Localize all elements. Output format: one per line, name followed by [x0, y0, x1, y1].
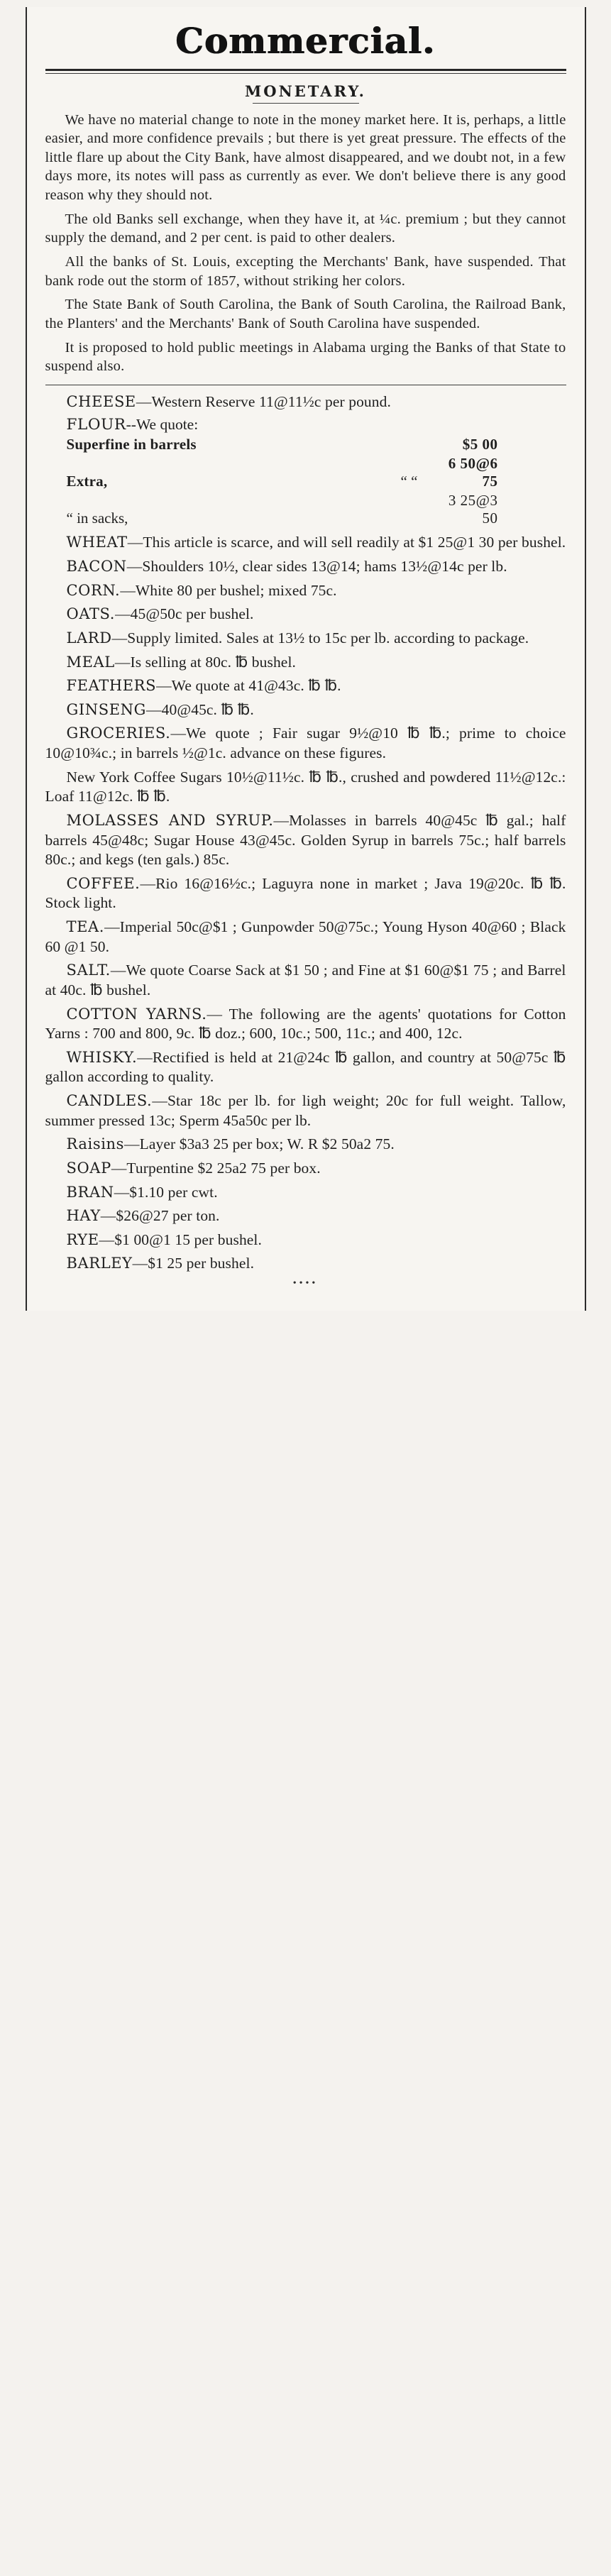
market-entry-meal — [45, 653, 566, 673]
market-entry-raisins — [45, 1135, 566, 1155]
commodity-detail: —Shoulders 10½, clear sides 13@14; hams 13½@14c per lb. — [126, 558, 507, 576]
commodity-label: CANDLES. — [66, 1092, 153, 1110]
commodity-label: FLOUR — [66, 416, 126, 434]
commodity-detail: —$1 00@1 15 per bushel. — [99, 1231, 262, 1248]
commodity-detail: —45@50c per bushel. — [115, 605, 254, 623]
commodity-label: SALT. — [66, 962, 111, 979]
market-entry-ginseng — [45, 700, 566, 720]
monetary-heading: MONETARY. — [245, 82, 366, 100]
monetary-body — [45, 111, 566, 376]
market-quotations — [45, 392, 566, 1274]
market-entry-soap — [45, 1159, 566, 1179]
table-row — [45, 454, 566, 491]
commodity-label: COFFEE. — [66, 874, 141, 892]
market-entry-rye — [45, 1231, 566, 1250]
market-entry-bacon — [45, 557, 566, 577]
commodity-detail: --We quote: — [126, 416, 199, 434]
flour-row-value: 6 50@6 75 — [448, 455, 498, 490]
commodity-label: WHEAT — [66, 534, 128, 551]
commodity-detail: —$1.10 per cwt. — [114, 1183, 218, 1201]
flour-row-value: $5 00 — [462, 436, 498, 453]
market-entry-wheat — [45, 533, 566, 553]
commodity-detail: —Rio 16@16½c.; Laguyra none in market ; Java 19@20c. ℔ ℔. Stock light. — [45, 874, 566, 912]
commodity-label: Raisins — [66, 1135, 125, 1153]
table-row — [45, 491, 566, 528]
commodity-detail: New York Coffee Sugars 10½@11½c. ℔ ℔., crushed and powdered 11½@12c.: Loaf 11@12c. ℔ ℔. — [45, 768, 566, 805]
flour-row-label: “ in sacks, — [66, 510, 128, 527]
commodity-detail: —Star 18c per lb. for ligh weight; 20c for full weight. Tallow, summer pressed 13c; Sperm 45a50c per lb. — [45, 1092, 566, 1129]
flour-row-label: Superfine in barrels — [66, 436, 197, 453]
commodity-detail: —40@45c. ℔ ℔. — [146, 700, 254, 718]
commodity-label: LARD — [66, 629, 112, 646]
flour-price-table — [45, 435, 566, 528]
commodity-detail: —Imperial 50c@$1 ; Gunpowder 50@75c.; Young Hyson 40@60 ; Black 60 @1 50. — [45, 918, 566, 955]
flour-row-value: 3 25@3 50 — [448, 492, 498, 527]
commodity-label: TEA. — [66, 918, 105, 936]
market-entry-whisky — [45, 1048, 566, 1087]
market-entry-lard — [45, 629, 566, 649]
commodity-label: HAY — [66, 1207, 101, 1225]
commodity-detail: —Rectified is held at 21@24c ℔ gallon, and country at 50@75c ℔ gallon according to quality. — [45, 1048, 566, 1086]
market-entry-molasses-and-syrup — [45, 811, 566, 870]
commodity-label: MOLASSES AND SYRUP. — [66, 811, 274, 829]
market-entry-corn — [45, 581, 566, 601]
commodity-label: RYE — [66, 1231, 99, 1248]
flour-row-ditto: “ “ — [400, 473, 418, 490]
monetary-heading-underline — [253, 103, 359, 104]
commodity-label: GINSENG — [66, 700, 147, 718]
commodity-label: OATS. — [66, 605, 116, 623]
commodity-detail: —Molasses in barrels 40@45c ℔ gal.; half barrels 45@48c; Sugar House 43@45c. Golden Syrup in barrels 75c.; half barrels 80c.; and kegs (ten gals.) 85c. — [45, 811, 566, 869]
commodity-label: COTTON YARNS. — [66, 1005, 207, 1023]
page-title: Commercial. — [175, 20, 436, 62]
commodity-label: SOAP — [66, 1159, 111, 1177]
market-entry-candles — [45, 1091, 566, 1130]
market-entry-bran — [45, 1183, 566, 1203]
footer-ornament: •••• — [292, 1278, 319, 1289]
commodity-detail: — The following are the agents' quotations for Cotton Yarns : 700 and 800, 9c. ℔ doz.; 600, 10c.; 500, 11c.; and 400, 12c. — [45, 1005, 566, 1042]
commodity-detail: —We quote Coarse Sack at $1 50 ; and Fine at $1 60@$1 75 ; and Barrel at 40c. ℔ bushel. — [45, 962, 566, 998]
commodity-detail: —Supply limited. Sales at 13½ to 15c per lb. according to package. — [111, 629, 529, 646]
commodity-label: WHISKY. — [66, 1048, 138, 1066]
market-entry-hay — [45, 1206, 566, 1226]
commodity-label: CHEESE — [66, 392, 136, 410]
commodity-detail: —Western Reserve 11@11½c per pound. — [136, 392, 391, 410]
table-row — [45, 435, 566, 454]
market-entry-barley — [45, 1254, 566, 1274]
commodity-detail: —We quote ; Fair sugar 9½@10 ℔ ℔.; prime to choice 10@10¾c.; in barrels ½@1c. advance on these figures. — [45, 725, 566, 762]
commodity-detail: —Is selling at 80c. ℔ bushel. — [114, 653, 297, 671]
commodity-detail: —Turpentine $2 25a2 75 per box. — [111, 1159, 321, 1177]
market-entry-feathers — [45, 676, 566, 696]
commodity-detail: —We quote at 41@43c. ℔ ℔. — [156, 677, 341, 695]
commercial-column — [26, 7, 586, 1311]
commodity-detail: —$1 25 per bushel. — [132, 1255, 255, 1272]
flour-row-label: Extra, — [66, 473, 108, 490]
market-entry-cotton-yarns — [45, 1005, 566, 1044]
market-entry-salt — [45, 961, 566, 1000]
masthead-rule-thin — [45, 73, 566, 74]
commodity-detail: —$26@27 per ton. — [100, 1207, 220, 1225]
monetary-paragraph: It is proposed to hold public meetings in Alabama urging the Banks of that State to suspend also. — [45, 339, 566, 375]
commodity-label: BARLEY — [66, 1255, 133, 1272]
market-entry-coffee — [45, 874, 566, 913]
commodity-label: GROCERIES. — [66, 725, 171, 742]
monetary-paragraph: The State Bank of South Carolina, the Bank of South Carolina, the Railroad Bank, the Planters' and the Merchants' Bank of South Carolina have suspended. — [45, 297, 566, 331]
commodity-label: CORN. — [66, 581, 121, 599]
commodity-label: BRAN — [66, 1183, 114, 1201]
monetary-paragraph: We have no material change to note in the money market here. It is, perhaps, a little easier, and more confidence prevails ; but there is yet great pressure. The effects of the little flare up about the City Bank, have almost disappeared, and we doubt not, in a few days more, its notes will pass as currently as ever. We don't believe there is any good reason why they should not. — [45, 111, 566, 204]
commodity-label: MEAL — [66, 653, 115, 671]
monetary-paragraph: All the banks of St. Louis, excepting the Merchants' Bank, have suspended. That bank rode out the storm of 1857, without striking her colors. — [45, 253, 566, 289]
flour-row-ditto — [387, 435, 431, 454]
market-entry-oats — [45, 605, 566, 624]
masthead — [45, 17, 566, 62]
market-entry-coffee-sugars — [45, 768, 566, 807]
commodity-detail: —White 80 per bushel; mixed 75c. — [120, 581, 337, 599]
commodity-detail: —Layer $3a3 25 per box; W. R $2 50a2 75. — [124, 1135, 395, 1153]
monetary-paragraph: The old Banks sell exchange, when they have it, at ¼c. premium ; but they cannot supply the demand, and 2 per cent. is paid to other dealers. — [45, 211, 566, 246]
commodity-label: BACON — [66, 558, 127, 576]
flour-row-ditto — [387, 491, 431, 528]
market-entry-flour — [45, 416, 566, 434]
market-entry-groceries — [45, 724, 566, 763]
market-entry-cheese — [45, 392, 566, 412]
commodity-label: FEATHERS — [66, 677, 157, 695]
commodity-detail: —This article is scarce, and will sell readily at $1 25@1 30 per bushel. — [127, 534, 566, 551]
masthead-rule-thick — [45, 69, 566, 71]
market-entry-tea — [45, 918, 566, 957]
